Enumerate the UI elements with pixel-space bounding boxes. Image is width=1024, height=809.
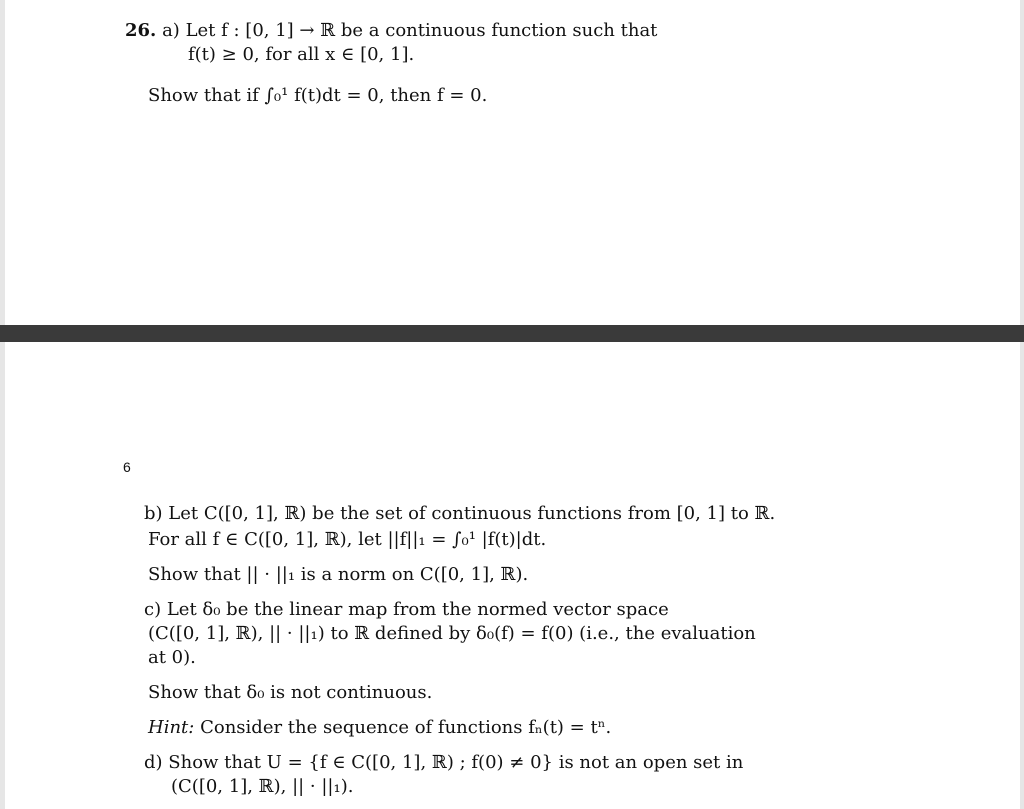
hint-text: Consider the sequence of functions fₙ(t) = tⁿ.	[200, 717, 612, 738]
part-b-text-line2: For all f ∈ C([0, 1], ℝ), let ||f||₁ = ∫₀¹ |f(t)|dt.	[148, 529, 547, 550]
part-c-text-line2: (C([0, 1], ℝ), || · ||₁) to ℝ defined by δ₀(f) = f(0) (i.e., the evaluation	[148, 623, 756, 644]
page-2	[5, 342, 1020, 809]
page-1	[5, 0, 1020, 325]
hint-line	[148, 717, 611, 739]
part-b-show: Show that || · ||₁ is a norm on C([0, 1], ℝ).	[148, 564, 529, 585]
part-c-text-line3: at 0).	[148, 647, 196, 668]
part-a-text-line2: f(t) ≥ 0, for all x ∈ [0, 1].	[188, 44, 415, 65]
part-b-text-line1: Let C([0, 1], ℝ) be the set of continuous functions from [0, 1] to ℝ.	[168, 503, 776, 524]
part-d-text-line2: (C([0, 1], ℝ), || · ||₁).	[171, 776, 354, 797]
part-c-label: c)	[144, 599, 162, 620]
part-d-line1	[144, 752, 743, 774]
part-b-label: b)	[144, 503, 163, 524]
part-c-text-line1: Let δ₀ be the linear map from the normed vector space	[166, 599, 669, 620]
part-a-label: a)	[162, 20, 180, 41]
part-d-text-line1: Show that U = {f ∈ C([0, 1], ℝ) ; f(0) ≠ 0} is not an open set in	[168, 752, 744, 773]
part-d-label: d)	[144, 752, 163, 773]
part-c-line1	[144, 599, 669, 621]
page-separator	[0, 325, 1024, 342]
problem-26-a-line1	[125, 20, 657, 42]
page-number: 6	[123, 459, 131, 475]
part-c-show: Show that δ₀ is not continuous.	[148, 682, 433, 703]
part-a-text-line1: Let f : [0, 1] → ℝ be a continuous function such that	[185, 20, 658, 41]
part-b-line1	[144, 503, 775, 525]
problem-number: 26.	[125, 20, 157, 41]
hint-label: Hint:	[148, 717, 195, 738]
part-a-show: Show that if ∫₀¹ f(t)dt = 0, then f = 0.	[148, 85, 488, 106]
